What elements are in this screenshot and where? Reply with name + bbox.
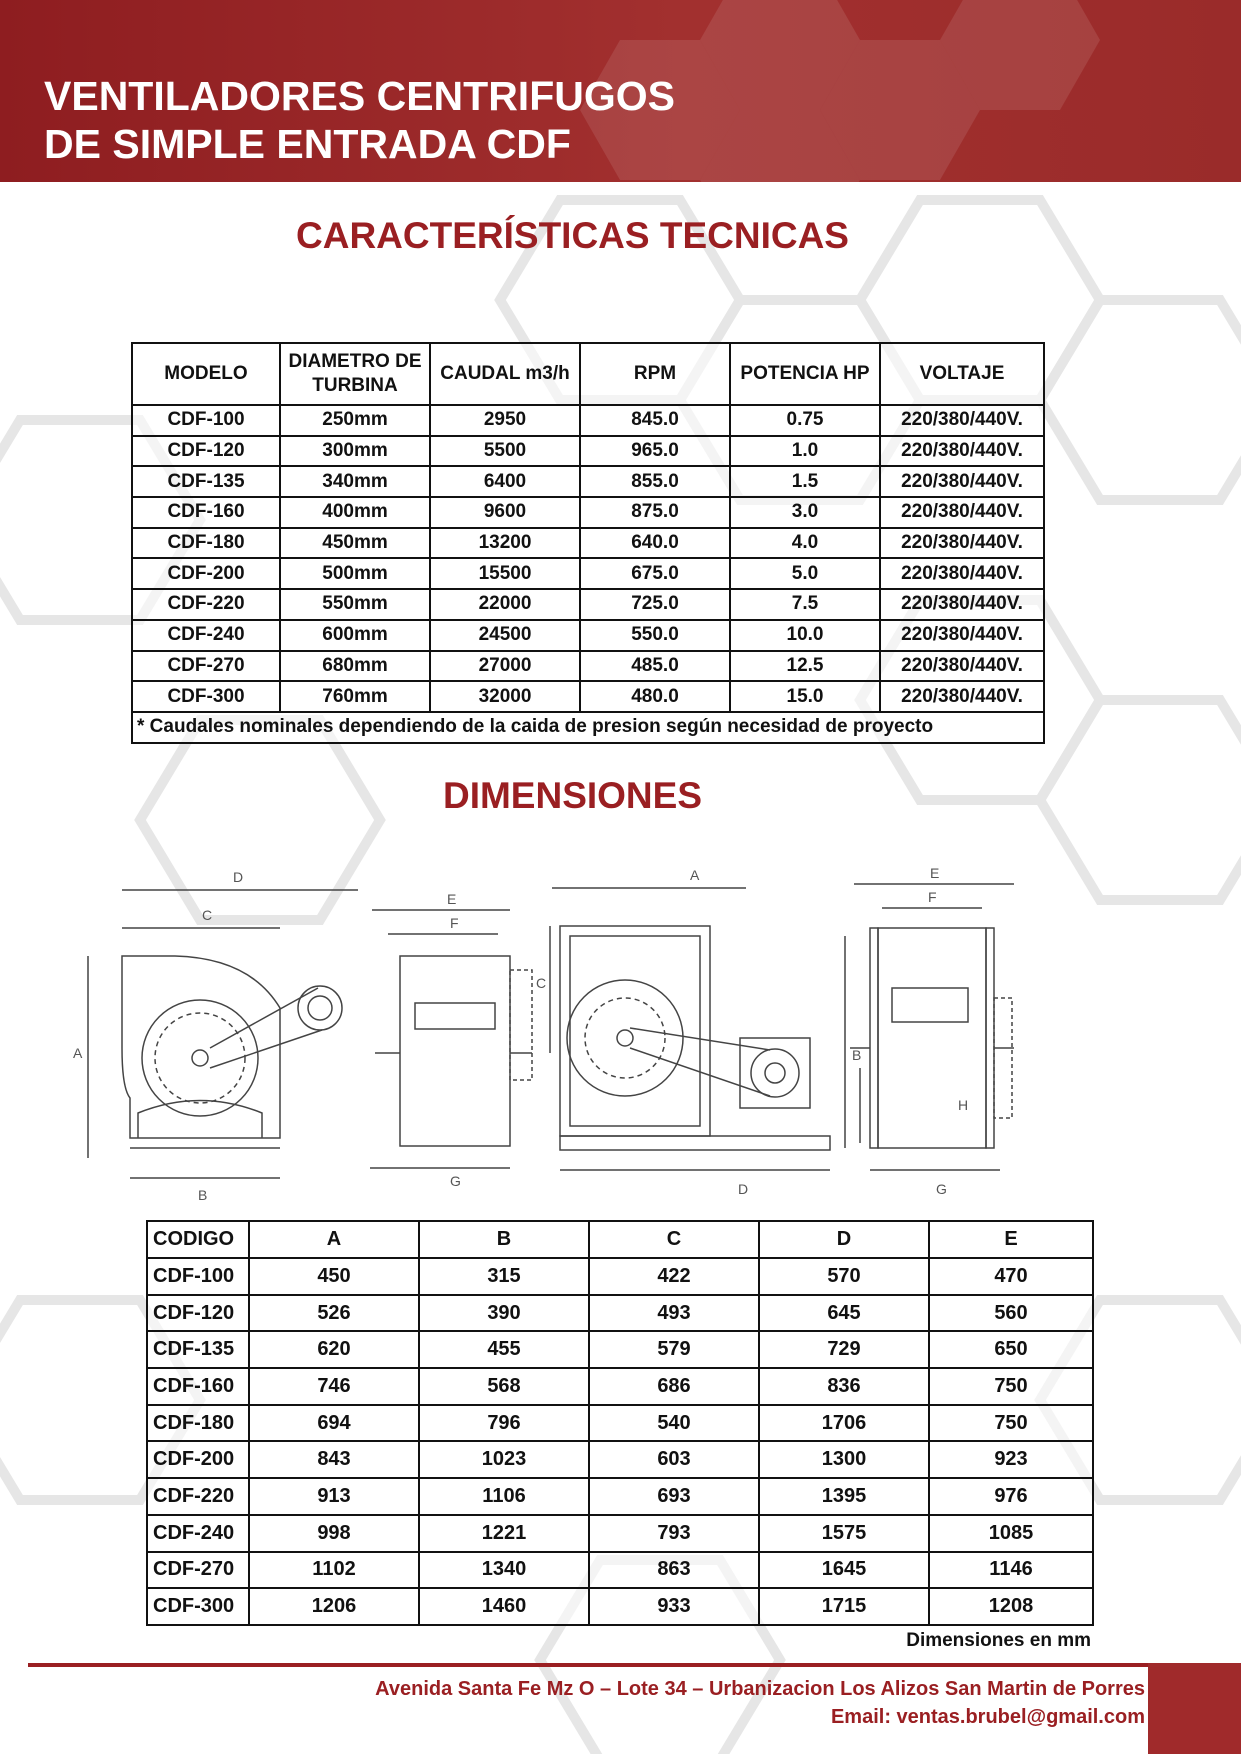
table-cell: 7.5 <box>730 589 880 620</box>
table-cell: 793 <box>589 1515 759 1552</box>
table-cell: 1715 <box>759 1588 929 1625</box>
table-cell: 1221 <box>419 1515 589 1552</box>
table-cell: 422 <box>589 1258 759 1295</box>
table-cell: 933 <box>589 1588 759 1625</box>
table-cell: 220/380/440V. <box>880 681 1044 712</box>
page-title <box>44 72 675 168</box>
table-cell: 1.0 <box>730 436 880 467</box>
dim-label-h2: H <box>958 1097 969 1113</box>
dim-label-c2: C <box>536 975 547 991</box>
table-cell: 796 <box>419 1405 589 1442</box>
table-cell: CDF-200 <box>147 1441 249 1478</box>
table-cell: 855.0 <box>580 466 730 497</box>
table-cell: 1300 <box>759 1441 929 1478</box>
table-row <box>147 1295 1093 1332</box>
dim-label-g1: G <box>450 1173 461 1189</box>
table-cell: 1460 <box>419 1588 589 1625</box>
table-cell: 0.75 <box>730 405 880 436</box>
dim-label-d1: D <box>233 869 244 885</box>
table-cell: 1106 <box>419 1478 589 1515</box>
table-cell: 863 <box>589 1552 759 1589</box>
table-cell: CDF-300 <box>147 1588 249 1625</box>
header-b: B <box>419 1221 589 1258</box>
header-a: A <box>249 1221 419 1258</box>
table-cell: 315 <box>419 1258 589 1295</box>
table-row <box>147 1331 1093 1368</box>
table-cell: CDF-160 <box>132 497 280 528</box>
table-cell: 1208 <box>929 1588 1093 1625</box>
dim-label-f2: F <box>928 889 937 905</box>
dim-label-d2: D <box>738 1181 749 1197</box>
table-cell: CDF-300 <box>132 681 280 712</box>
table-cell: 1645 <box>759 1552 929 1589</box>
drawing-rear-view <box>850 884 1014 1170</box>
footer-divider <box>28 1663 1148 1667</box>
table-cell: 550.0 <box>580 620 730 651</box>
table-cell: 32000 <box>430 681 580 712</box>
footer-accent-band <box>1148 1663 1241 1754</box>
technical-specs-table <box>131 342 1045 744</box>
table-cell: 300mm <box>280 436 430 467</box>
table-cell: 1146 <box>929 1552 1093 1589</box>
table-cell: 15.0 <box>730 681 880 712</box>
table-cell: CDF-180 <box>147 1405 249 1442</box>
table-cell: 13200 <box>430 528 580 559</box>
drawing-base-view <box>550 888 845 1170</box>
table-cell: 560 <box>929 1295 1093 1332</box>
table-cell: 220/380/440V. <box>880 558 1044 589</box>
page-title-line1: VENTILADORES CENTRIFUGOS <box>44 73 675 119</box>
table-cell: 400mm <box>280 497 430 528</box>
table-cell: CDF-270 <box>147 1552 249 1589</box>
table-cell: 27000 <box>430 651 580 682</box>
table-cell: 550mm <box>280 589 430 620</box>
table-cell: 1395 <box>759 1478 929 1515</box>
header-modelo: MODELO <box>132 343 280 405</box>
table-cell: 493 <box>589 1295 759 1332</box>
dim-label-c1: C <box>202 907 213 923</box>
table-row <box>147 1552 1093 1589</box>
table-cell: 220/380/440V. <box>880 405 1044 436</box>
header-potencia: POTENCIA HP <box>730 343 880 405</box>
dimensions-table <box>146 1220 1094 1626</box>
table-row <box>132 620 1044 651</box>
table-cell: 455 <box>419 1331 589 1368</box>
footer-email[interactable]: Email: ventas.brubel@gmail.com <box>830 1706 1145 1728</box>
table-cell: 220/380/440V. <box>880 589 1044 620</box>
table-cell: CDF-270 <box>132 651 280 682</box>
table-note-row <box>132 712 1044 743</box>
table-cell: 470 <box>929 1258 1093 1295</box>
fan-technical-drawings <box>70 848 1150 1208</box>
table-cell: CDF-180 <box>132 528 280 559</box>
table-row <box>147 1478 1093 1515</box>
table-cell: 836 <box>759 1368 929 1405</box>
table-cell: 746 <box>249 1368 419 1405</box>
table-cell: 845.0 <box>580 405 730 436</box>
table-cell: 913 <box>249 1478 419 1515</box>
table-cell: 390 <box>419 1295 589 1332</box>
dimensions-section-title: DIMENSIONES <box>442 775 703 816</box>
header-e: E <box>929 1221 1093 1258</box>
table-cell: 1102 <box>249 1552 419 1589</box>
table-cell: CDF-220 <box>147 1478 249 1515</box>
table-row <box>132 589 1044 620</box>
table-cell: 965.0 <box>580 436 730 467</box>
table-cell: 1706 <box>759 1405 929 1442</box>
table-row <box>132 528 1044 559</box>
table-row <box>132 651 1044 682</box>
dim-label-a1: A <box>73 1045 83 1061</box>
table-cell: CDF-160 <box>147 1368 249 1405</box>
table-cell: 12.5 <box>730 651 880 682</box>
table-cell: 540 <box>589 1405 759 1442</box>
footer-address: Avenida Santa Fe Mz O – Lote 34 – Urbanizacion Los Alizos San Martin de Porres <box>375 1678 1145 1700</box>
table-cell: 10.0 <box>730 620 880 651</box>
header-c: C <box>589 1221 759 1258</box>
table-row <box>147 1368 1093 1405</box>
dim-label-b1: B <box>198 1187 208 1203</box>
table-row <box>132 405 1044 436</box>
table-cell: 1206 <box>249 1588 419 1625</box>
table-cell: 22000 <box>430 589 580 620</box>
table-cell: 693 <box>589 1478 759 1515</box>
table-cell: 750 <box>929 1368 1093 1405</box>
header-caudal: CAUDAL m3/h <box>430 343 580 405</box>
table-cell: 2950 <box>430 405 580 436</box>
table-cell: 579 <box>589 1331 759 1368</box>
drawing-front-view <box>370 910 532 1168</box>
table-cell: 220/380/440V. <box>880 436 1044 467</box>
table-cell: 526 <box>249 1295 419 1332</box>
table-cell: 220/380/440V. <box>880 620 1044 651</box>
table-cell: CDF-200 <box>132 558 280 589</box>
table-cell: 760mm <box>280 681 430 712</box>
table-cell: 4.0 <box>730 528 880 559</box>
table-row <box>147 1405 1093 1442</box>
table-cell: 620 <box>249 1331 419 1368</box>
table-row <box>132 436 1044 467</box>
technical-section-title: CARACTERÍSTICAS TECNICAS <box>296 215 849 256</box>
header-voltaje: VOLTAJE <box>880 343 1044 405</box>
table-cell: 485.0 <box>580 651 730 682</box>
table-cell: 750 <box>929 1405 1093 1442</box>
table-row <box>132 497 1044 528</box>
table-cell: 1340 <box>419 1552 589 1589</box>
table-cell: 450 <box>249 1258 419 1295</box>
table-cell: 603 <box>589 1441 759 1478</box>
table-header-row <box>132 343 1044 405</box>
table-header-row <box>147 1221 1093 1258</box>
table-row <box>132 558 1044 589</box>
table-cell: 875.0 <box>580 497 730 528</box>
drawing-side-view <box>88 890 358 1178</box>
table-cell: 5500 <box>430 436 580 467</box>
dim-label-a2: A <box>690 867 700 883</box>
table-cell: 450mm <box>280 528 430 559</box>
table-cell: 998 <box>249 1515 419 1552</box>
table-cell: 694 <box>249 1405 419 1442</box>
table-cell: 568 <box>419 1368 589 1405</box>
table-cell: 1023 <box>419 1441 589 1478</box>
dim-label-e2: E <box>930 865 940 881</box>
table-cell: CDF-120 <box>132 436 280 467</box>
table-cell: 650 <box>929 1331 1093 1368</box>
dimensions-unit-note: Dimensiones en mm <box>906 1630 1091 1651</box>
header-d: D <box>759 1221 929 1258</box>
table-row <box>147 1588 1093 1625</box>
table-cell: 645 <box>759 1295 929 1332</box>
table-cell: CDF-100 <box>147 1258 249 1295</box>
table-cell: 220/380/440V. <box>880 651 1044 682</box>
table-cell: 6400 <box>430 466 580 497</box>
dim-label-g2: G <box>936 1181 947 1197</box>
header-diametro: DIAMETRO DE TURBINA <box>280 343 430 405</box>
table-cell: 24500 <box>430 620 580 651</box>
table-cell: CDF-240 <box>132 620 280 651</box>
table-cell: CDF-100 <box>132 405 280 436</box>
table-cell: 220/380/440V. <box>880 466 1044 497</box>
table-cell: CDF-135 <box>132 466 280 497</box>
table-row <box>147 1258 1093 1295</box>
table-cell: 570 <box>759 1258 929 1295</box>
caudal-note: * Caudales nominales dependiendo de la caida de presion según necesidad de proyecto <box>132 712 1044 743</box>
table-cell: 15500 <box>430 558 580 589</box>
table-cell: 9600 <box>430 497 580 528</box>
table-cell: 680mm <box>280 651 430 682</box>
table-cell: 480.0 <box>580 681 730 712</box>
table-row <box>132 466 1044 497</box>
table-cell: 976 <box>929 1478 1093 1515</box>
table-cell: 220/380/440V. <box>880 528 1044 559</box>
header-codigo: CODIGO <box>147 1221 249 1258</box>
table-cell: CDF-240 <box>147 1515 249 1552</box>
table-cell: 600mm <box>280 620 430 651</box>
table-cell: 340mm <box>280 466 430 497</box>
table-cell: 220/380/440V. <box>880 497 1044 528</box>
table-cell: 725.0 <box>580 589 730 620</box>
table-cell: 3.0 <box>730 497 880 528</box>
table-cell: 675.0 <box>580 558 730 589</box>
table-row <box>132 681 1044 712</box>
dim-label-e1: E <box>447 891 457 907</box>
table-cell: 1575 <box>759 1515 929 1552</box>
table-cell: 923 <box>929 1441 1093 1478</box>
header-rpm: RPM <box>580 343 730 405</box>
table-cell: CDF-135 <box>147 1331 249 1368</box>
table-cell: 500mm <box>280 558 430 589</box>
table-row <box>147 1515 1093 1552</box>
table-cell: CDF-220 <box>132 589 280 620</box>
table-cell: 843 <box>249 1441 419 1478</box>
table-cell: 686 <box>589 1368 759 1405</box>
table-row <box>147 1441 1093 1478</box>
table-cell: 729 <box>759 1331 929 1368</box>
table-cell: 250mm <box>280 405 430 436</box>
table-cell: 5.0 <box>730 558 880 589</box>
table-cell: 1085 <box>929 1515 1093 1552</box>
page-title-line2: DE SIMPLE ENTRADA CDF <box>44 121 571 167</box>
table-cell: 1.5 <box>730 466 880 497</box>
table-cell: 640.0 <box>580 528 730 559</box>
dim-label-b2: B <box>852 1047 862 1063</box>
dim-label-f1: F <box>450 915 459 931</box>
table-cell: CDF-120 <box>147 1295 249 1332</box>
